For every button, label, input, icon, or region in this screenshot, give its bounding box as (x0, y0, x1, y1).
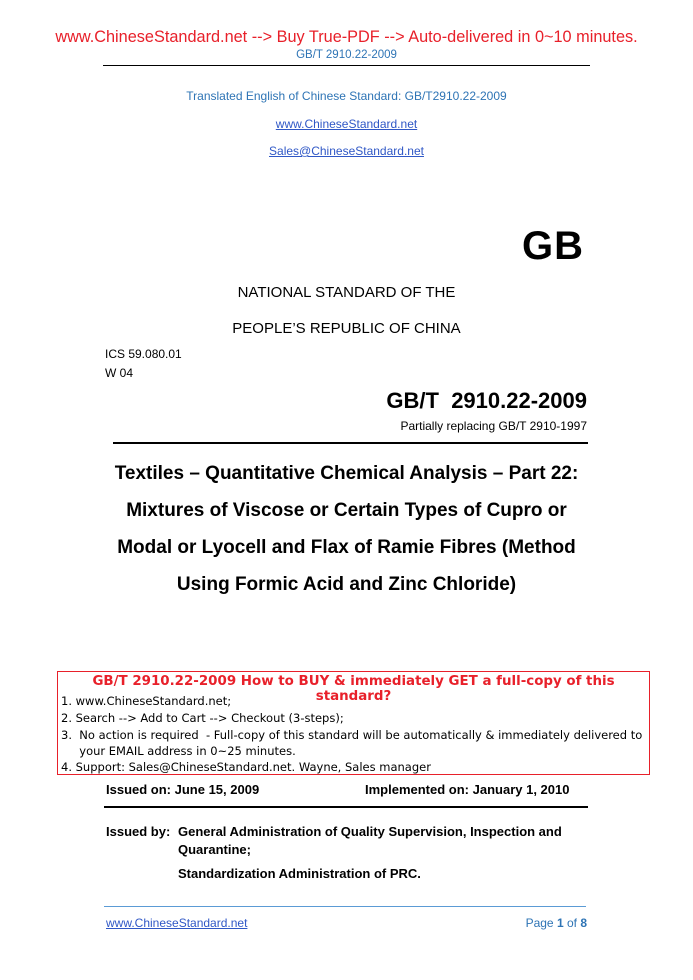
issuer-line-2: Quarantine; (178, 842, 251, 857)
banner-headline[interactable]: www.ChineseStandard.net --> Buy True-PDF --> Auto-delivered in 0~10 minutes. (55, 28, 638, 46)
page-total: 8 (580, 916, 587, 930)
purchase-step-2: 2. Search --> Add to Cart --> Checkout (3-steps); (61, 711, 344, 725)
ics-code: ICS 59.080.01 (105, 347, 182, 361)
purchase-step-1[interactable]: 1. www.ChineseStandard.net; (61, 694, 232, 708)
ccs-code: W 04 (105, 366, 134, 380)
issued-date: Issued on: June 15, 2009 (106, 782, 260, 797)
purchase-step-4: 4. Support: Sales@ChineseStandard.net. Wayne, Sales manager (61, 760, 431, 774)
replacing-note: Partially replacing GB/T 2910-1997 (400, 419, 587, 433)
national-standard-line2: PEOPLE’S REPUBLIC OF CHINA (232, 320, 461, 337)
gb-logo: GB (522, 224, 584, 268)
issuer-line-1: General Administration of Quality Supervision, Inspection and (178, 824, 562, 839)
title-line-4: Using Formic Acid and Zinc Chloride) (176, 574, 517, 595)
national-standard-line1: NATIONAL STANDARD OF THE (237, 284, 456, 301)
footer-website-link[interactable]: www.ChineseStandard.net (106, 916, 248, 930)
header-divider (113, 442, 588, 444)
standard-number: GB/T 2910.22-2009 (386, 388, 587, 413)
website-link[interactable]: www.ChineseStandard.net (275, 117, 418, 131)
sales-email-link[interactable]: Sales@ChineseStandard.net (269, 144, 424, 158)
purchase-step-3-cont: your EMAIL address in 0~25 minutes. (61, 744, 296, 758)
implemented-date: Implemented on: January 1, 2010 (365, 782, 570, 797)
banner-doc-code: GB/T 2910.22-2009 (296, 49, 397, 61)
page-prefix: Page (525, 916, 557, 930)
dates-divider (104, 806, 588, 808)
page-of: of (563, 916, 581, 930)
sales-email-wrap (0, 144, 693, 158)
page-indicator (526, 916, 587, 930)
website-link-wrap (0, 117, 693, 131)
purchase-box-title: GB/T 2910.22-2009 How to BUY & immediately GET a full-copy of this standard? (92, 674, 615, 704)
issuer-label: Issued by: (106, 824, 171, 839)
title-line-1: Textiles – Quantitative Chemical Analysis – Part 22: (114, 463, 579, 484)
banner-divider (103, 65, 590, 66)
footer-divider (104, 906, 586, 907)
issuer-line-3: Standardization Administration of PRC. (178, 866, 421, 881)
page-current: 1 (556, 916, 564, 930)
title-line-3: Modal or Lyocell and Flax of Ramie Fibres (Method (117, 537, 576, 558)
purchase-step-3: 3. No action is required - Full-copy of this standard will be automatically & immediately delivered to (61, 728, 643, 742)
footer-link-wrap (106, 916, 247, 930)
title-line-2: Mixtures of Viscose or Certain Types of Cupro or (126, 500, 567, 521)
purchase-info-box (57, 671, 650, 775)
translation-note: Translated English of Chinese Standard: GB/T2910.22-2009 (186, 89, 507, 103)
